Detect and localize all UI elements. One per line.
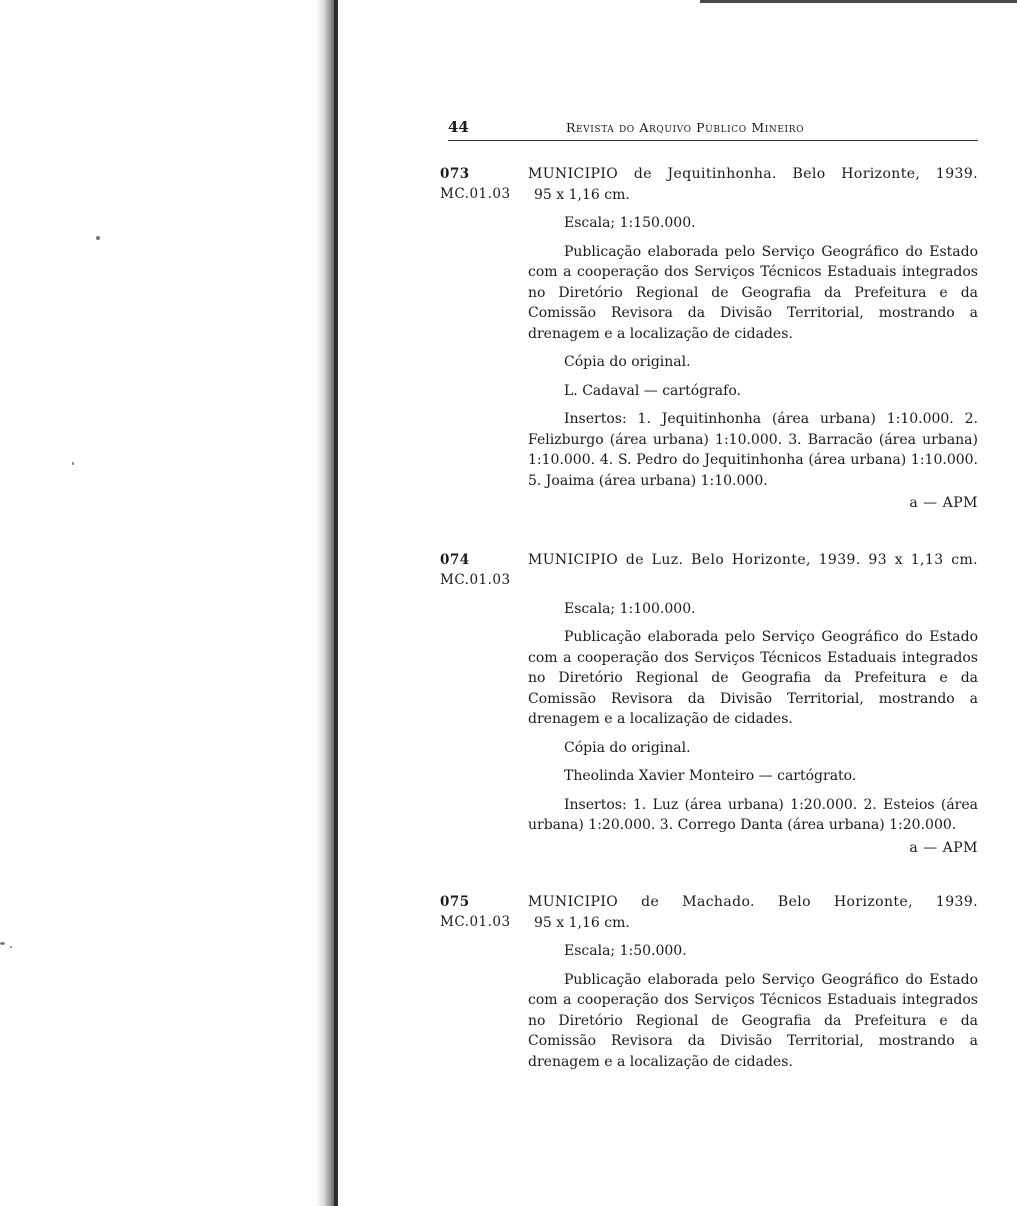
running-title: Revista do Arquivo Público Mineiro [566,120,805,135]
entry-cartographer: L. Cadaval — cartógrafo. [564,382,741,399]
entry-scale: Escala; 1:150.000. [564,215,696,231]
entry-description: Publicação elaborada pelo Serviço Geográfico do Estado com a cooperação dos Serviços Técnicos Estaduais integrados no Diretório Regional de Geografia da Prefeitura e da Comissão Revisora da Divisão Territorial, mostrando a drenagem e a localização de cidades. [528,629,978,727]
entry-insets: Insertos: 1. Jequitinhonha (área urbana) 1:10.000. 2. Felizburgo (área urbana) 1:10.000. 3. Barracão (área urbana) 1:10.000. 4. S. Pedro do Jequitinhonha (área urbana) 1:10.000. 5. Joaima (área urbana) 1:10.000. [528,411,978,489]
entry-dimensions: 95 x 1,16 cm. [534,186,630,203]
entry-call-number: MC.01.03 [440,572,511,588]
top-edge-line [700,0,1017,3]
scan-speck [96,236,100,240]
entry-codes [440,164,528,204]
scan-speck [72,462,74,465]
entry-call-number: MC.01.03 [440,186,511,202]
entry-body [528,550,978,858]
scan-speck [10,946,12,948]
entry-title: MUNICIPIO de Luz. Belo Horizonte, 1939. 93 x 1,13 cm. [528,552,978,568]
entry-title: MUNICIPIO de Jequitinhonha. Belo Horizonte, 1939. [528,166,978,182]
page-number: 44 [448,118,469,136]
entry-title: MUNICIPIO de Machado. Belo Horizonte, 1939. [528,894,978,910]
entry-dimensions: 95 x 1,16 cm. [534,914,630,931]
entry-scale: Escala; 1:100.000. [564,600,696,617]
facing-page-margin [0,0,334,1206]
entry-call-number: MC.01.03 [440,914,511,930]
entry-body [528,892,978,1072]
entry-scale: Escala; 1:50.000. [564,943,687,959]
entry-holding: a — APM [909,495,978,511]
entry-codes [440,550,528,590]
entry-body [528,164,978,514]
entry-cartographer: Theolinda Xavier Monteiro — cartógrato. [564,768,857,784]
entry-number: 073 [440,166,470,182]
page-header [448,118,978,141]
entry-holding: a — APM [909,839,978,856]
entry-number: 075 [440,894,470,910]
entry-copy-note: Cópia do original. [564,739,691,756]
entry-insets: Insertos: 1. Luz (área urbana) 1:20.000. 2. Esteios (área urbana) 1:20.000. 3. Corrego Danta (área urbana) 1:20.000. [528,796,978,833]
entry-copy-note: Cópia do original. [564,354,691,370]
scan-speck [0,942,5,945]
entry-codes [440,892,528,932]
book-gutter-edge [334,0,337,1206]
entry-description: Publicação elaborada pelo Serviço Geográfico do Estado com a cooperação dos Serviços Técnicos Estaduais integrados no Diretório Regional de Geografia da Prefeitura e da Comissão Revisora da Divisão Territorial, mostrando a drenagem e a localização de cidades. [528,243,978,342]
entry-number: 074 [440,552,470,568]
entry-description: Publicação elaborada pelo Serviço Geográfico do Estado com a cooperação dos Serviços Técnicos Estaduais integrados no Diretório Regional de Geografia da Prefeitura e da Comissão Revisora da Divisão Territorial, mostrando a drenagem e a localização de cidades. [528,971,978,1070]
